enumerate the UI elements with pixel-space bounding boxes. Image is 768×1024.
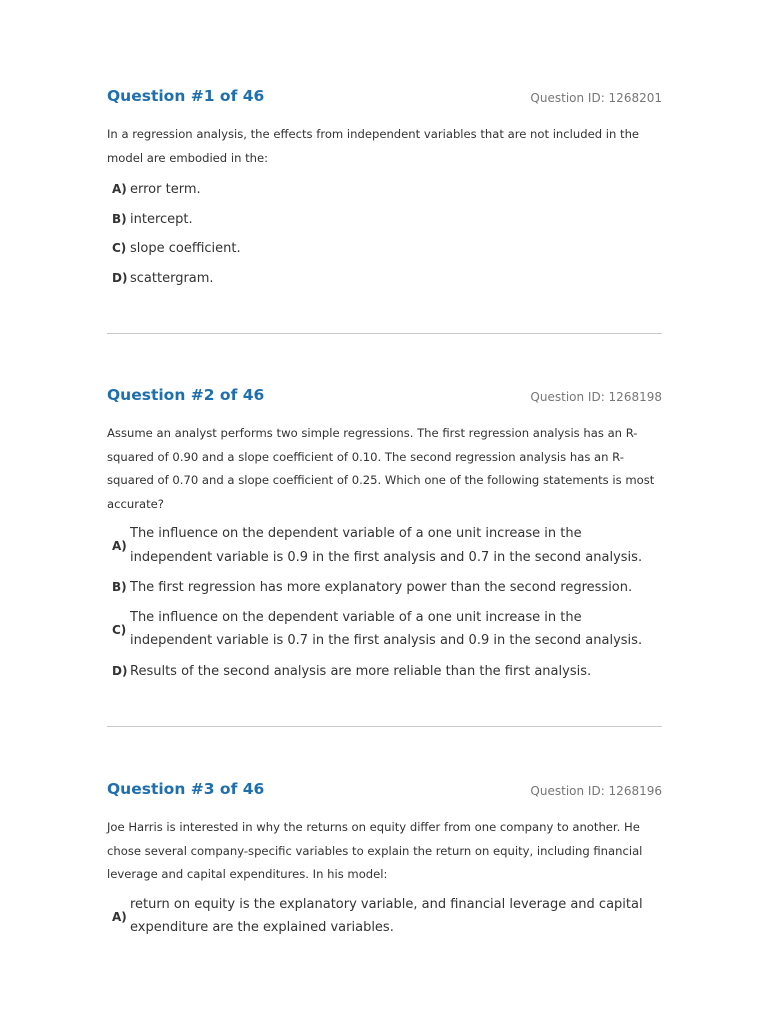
- option-letter: D): [112, 663, 128, 678]
- option-a[interactable]: [107, 178, 662, 208]
- question-text: Assume an analyst performs two simple regressions. The first regression analysis has an R-squared of 0.90 and a slope coefficient of 0.10. The second regression analysis has an R-squared of 0.70 and a slope coefficient of 0.25. Which one of the following statements is most accurate?: [107, 426, 655, 511]
- option-letter: B): [112, 580, 127, 594]
- option-text: intercept.: [130, 211, 193, 227]
- option-letter: A): [112, 539, 127, 553]
- question-text: Joe Harris is interested in why the returns on equity differ from one company to another. He chose several company-specific variables to explain the return on equity, including financial leverage and capital expenditures. In his model:: [107, 820, 643, 881]
- option-a[interactable]: [107, 893, 662, 947]
- question-header: [107, 385, 662, 409]
- question-divider: [107, 726, 662, 727]
- question-header: [107, 86, 662, 110]
- answer-options: [107, 178, 662, 296]
- option-a[interactable]: [107, 522, 662, 576]
- option-d[interactable]: [107, 267, 662, 297]
- option-text: return on equity is the explanatory variable, and financial leverage and capital expenditure are the explained variables.: [130, 896, 643, 935]
- option-letter: D): [112, 270, 128, 285]
- option-text: scattergram.: [130, 270, 214, 286]
- question-divider: [107, 333, 662, 334]
- option-text: Results of the second analysis are more reliable than the first analysis.: [130, 663, 592, 679]
- option-c[interactable]: [107, 237, 662, 267]
- option-d[interactable]: [107, 660, 662, 690]
- option-text: error term.: [130, 182, 201, 197]
- option-text: The influence on the dependent variable of a one unit increase in the independent variable is 0.9 in the first analysis and 0.7 in the second analysis.: [130, 526, 643, 565]
- question-2: [107, 385, 662, 689]
- question-1: [107, 86, 662, 296]
- question-title: Question #3 of 46: [107, 780, 265, 798]
- option-text: The influence on the dependent variable of a one unit increase in the independent variable is 0.7 in the first analysis and 0.9 in the second analysis.: [130, 609, 643, 648]
- answer-options: [107, 522, 662, 689]
- option-letter: C): [112, 622, 127, 637]
- question-3: [107, 779, 662, 947]
- answer-options: [107, 893, 662, 947]
- option-letter: C): [112, 241, 127, 255]
- question-text: In a regression analysis, the effects from independent variables that are not included in the model are embodied in the:: [107, 127, 640, 165]
- question-title: Question #1 of 46: [107, 87, 265, 105]
- option-text: slope coefficient.: [130, 241, 241, 256]
- question-id: Question ID: 1268196: [530, 784, 662, 798]
- option-letter: A): [112, 182, 127, 196]
- question-title: Question #2 of 46: [107, 386, 265, 404]
- option-c[interactable]: [107, 606, 662, 660]
- option-b[interactable]: [107, 576, 662, 606]
- question-id: Question ID: 1268201: [530, 91, 662, 105]
- option-letter: B): [112, 211, 127, 226]
- option-letter: A): [112, 909, 127, 924]
- option-text: The first regression has more explanatory power than the second regression.: [130, 580, 633, 595]
- option-b[interactable]: [107, 208, 662, 238]
- question-id: Question ID: 1268198: [530, 390, 662, 404]
- question-header: [107, 779, 662, 803]
